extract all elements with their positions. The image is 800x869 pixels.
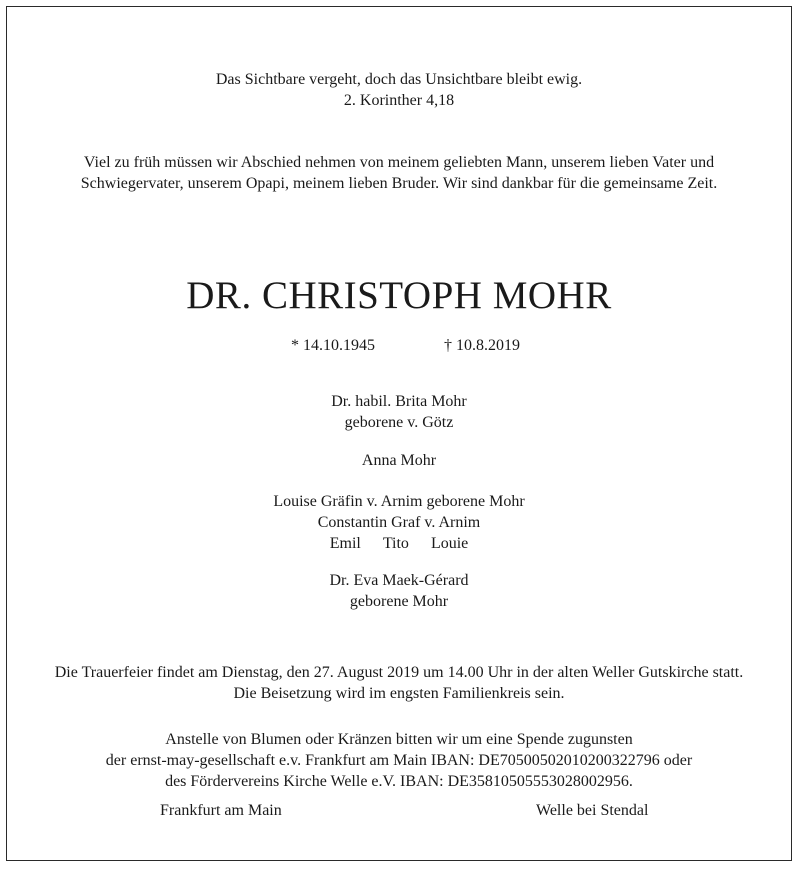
mourner-maiden-name: geborene v. Götz [344, 414, 454, 431]
motto-reference: 2. Korinther 4,18 [343, 92, 455, 109]
deceased-name: DR. CHRISTOPH MOHR [186, 274, 612, 317]
grandchild-name: Louie [430, 535, 469, 552]
donation-request [7, 729, 791, 792]
service-line-1: Die Trauerfeier findet am Dienstag, den 27. August 2019 um 14.00 Uhr in der alten Weller Gutskirche statt. [54, 664, 744, 681]
mourner-name: Anna Mohr [361, 452, 437, 469]
death-date: † 10.8.2019 [444, 337, 520, 354]
mourner-name: Dr. Eva Maek-Gérard [329, 572, 469, 589]
mourner-daughter-1 [7, 450, 791, 471]
place-welle: Welle bei Stendal [536, 802, 649, 819]
intro-line-1: Viel zu früh müssen wir Abschied nehmen von meinem geliebten Mann, unserem lieben Vater und [83, 154, 715, 171]
grandchildren-list [7, 533, 791, 554]
birth-date: * 14.10.1945 [291, 337, 375, 354]
service-line-2: Die Beisetzung wird im engsten Familienkreis sein. [233, 685, 565, 702]
mourner-son-in-law: Constantin Graf v. Arnim [317, 514, 481, 531]
mourner-daughter-2-family [7, 491, 791, 554]
motto-quote: Das Sichtbare vergeht, doch das Unsichtbare bleibt ewig. [215, 71, 583, 88]
mourner-maiden-name: geborene Mohr [349, 593, 449, 610]
notice-frame [6, 6, 792, 861]
grandchild-name: Emil [329, 535, 361, 552]
funeral-service-info [7, 662, 791, 704]
mourner-name: Dr. habil. Brita Mohr [331, 393, 467, 410]
grandchild-name: Tito [382, 535, 409, 552]
intro-text [7, 152, 791, 194]
place-frankfurt: Frankfurt am Main [160, 802, 282, 819]
mourner-wife [7, 391, 791, 433]
bible-motto [7, 69, 791, 111]
donation-line-3: des Fördervereins Kirche Welle e.V. IBAN: DE35810505553028002956. [165, 773, 633, 790]
mourner-sister [7, 570, 791, 612]
intro-line-2: Schwiegervater, unserem Opapi, meinem lieben Bruder. Wir sind dankbar für die gemeinsame Zeit. [80, 175, 718, 192]
donation-line-1: Anstelle von Blumen oder Kränzen bitten wir um eine Spende zugunsten [165, 731, 633, 748]
donation-line-2: der ernst-may-gesellschaft e.v. Frankfurt am Main IBAN: DE70500502010200322796 oder [105, 752, 693, 769]
mourner-name: Louise Gräfin v. Arnim geborene Mohr [273, 493, 525, 510]
